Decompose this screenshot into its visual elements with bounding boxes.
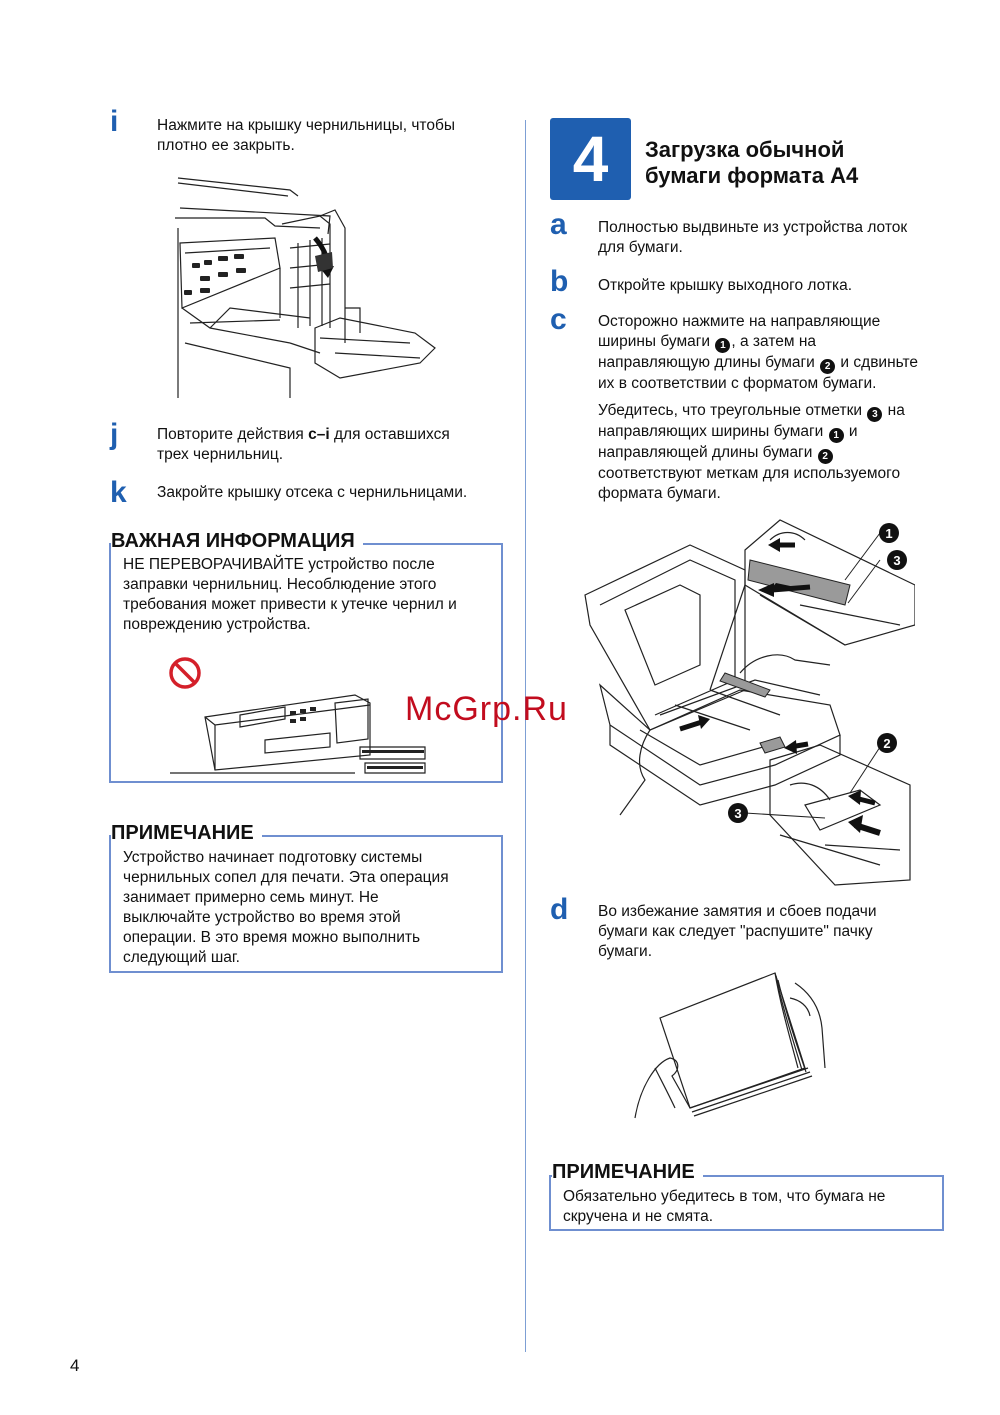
callout-1-icon: 1 — [715, 338, 730, 353]
step-letter-a: a — [550, 208, 567, 241]
section-heading-line2: бумаги формата A4 — [645, 163, 859, 188]
note-left-line-3: занимает примерно семь минут. Не — [123, 889, 379, 906]
step-a-line1: Полностью выдвиньте из устройства лоток — [598, 219, 908, 236]
paper-tray-illustration — [580, 515, 915, 890]
step-letter-j: j — [110, 418, 119, 451]
step-letter-b: b — [550, 265, 569, 298]
step-letter-d: d — [550, 893, 569, 926]
step-d-text — [598, 902, 876, 962]
step-c-p2-line2 — [598, 422, 918, 443]
important-title: ВАЖНАЯ ИНФОРМАЦИЯ — [111, 529, 363, 553]
tray-callout-3-bottom: 3 — [734, 806, 742, 821]
important-line-1: НЕ ПЕРЕВОРАЧИВАЙТЕ устройство после — [123, 556, 435, 573]
step-c-p1-line3-pre: направляющую длины бумаги — [598, 354, 820, 371]
important-line-3: требования может привести к утечке чернил и — [123, 596, 457, 613]
step-j-text-post: для оставшихся — [329, 426, 450, 443]
step-a-line2: для бумаги. — [598, 239, 683, 256]
step-c-p1-line2 — [598, 332, 918, 353]
note-title-right: ПРИМЕЧАНИЕ — [552, 1160, 703, 1184]
step-letter-c: c — [550, 303, 567, 336]
watermark: McGrp.Ru — [405, 690, 568, 728]
step-j-ref: c–i — [308, 426, 330, 443]
callout-3-icon: 3 — [867, 407, 882, 422]
note-right-line-2: скручена и не смята. — [563, 1208, 714, 1225]
step-a-text — [598, 218, 907, 258]
step-c-p2-line5: формата бумаги. — [598, 485, 721, 502]
step-letter-i: i — [110, 105, 119, 138]
page-number: 4 — [70, 1356, 80, 1375]
important-text — [123, 555, 457, 635]
ink-cover-illustration — [170, 168, 440, 408]
step-number-badge: 4 — [550, 118, 631, 200]
step-c-p2-line3 — [598, 443, 918, 464]
step-c-p1-line3 — [598, 353, 918, 374]
step-i-text — [157, 116, 455, 156]
step-c-p1-line2-pre: ширины бумаги — [598, 333, 715, 350]
step-c-p2-line1-pre: Убедитесь, что треугольные отметки — [598, 402, 867, 419]
step-i-line2: плотно ее закрыть. — [157, 137, 295, 154]
step-c-p1-line2-post: , а затем на — [731, 333, 817, 350]
step-b-text: Откройте крышку выходного лотка. — [598, 277, 853, 294]
step-c-p2-line4: соответствуют меткам для используемого — [598, 465, 901, 482]
important-line-2: заправки чернильниц. Несоблюдение этого — [123, 576, 437, 593]
note-text-left — [123, 848, 449, 968]
step-c-p2-line2-post: и — [844, 423, 858, 440]
tray-callout-3-top: 3 — [893, 553, 901, 568]
step-j-text-pre: Повторите действия — [157, 426, 309, 443]
step-c-p1-line4: их в соответствии с форматом бумаги. — [598, 375, 877, 392]
step-c-p2-line1-post: на — [883, 402, 905, 419]
note-right-line-1: Обязательно убедитесь в том, что бумага не — [563, 1188, 886, 1205]
section-heading — [645, 137, 858, 189]
note-left-line-1: Устройство начинает подготовку системы — [123, 849, 423, 866]
section-heading-line1: Загрузка обычной — [645, 137, 845, 162]
note-text-right — [563, 1187, 885, 1227]
important-line-4: повреждению устройства. — [123, 616, 311, 633]
callout-2-icon: 2 — [820, 359, 835, 374]
column-divider — [525, 120, 526, 1352]
step-k-text: Закройте крышку отсека с чернильницами. — [157, 484, 468, 501]
prohibit-icon — [171, 659, 199, 687]
note-left-line-2: чернильных сопел для печати. Эта операция — [123, 869, 449, 886]
step-letter-k: k — [110, 476, 127, 509]
tray-callout-1: 1 — [885, 526, 893, 541]
note-left-line-6: следующий шаг. — [123, 949, 240, 966]
step-c-p2-line2-pre: направляющих ширины бумаги — [598, 423, 828, 440]
step-d-line1: Во избежание замятия и сбоев подачи — [598, 903, 877, 920]
note-left-line-5: операции. В это время можно выполнить — [123, 929, 421, 946]
step-c-p2-line1 — [598, 401, 918, 422]
step-d-line2: бумаги как следует "распушите" пачку — [598, 923, 873, 940]
fan-paper-illustration — [630, 968, 830, 1128]
tray-callout-2: 2 — [883, 736, 891, 751]
note-left-line-4: выключайте устройство во время этой — [123, 909, 401, 926]
step-c-p2-line3-pre: направляющей длины бумаги — [598, 444, 817, 461]
do-not-tilt-illustration — [165, 655, 435, 780]
step-c-p1-line3-post: и сдвиньте — [836, 354, 919, 371]
step-c-text — [598, 312, 918, 504]
step-j-line2: трех чернильниц. — [157, 446, 284, 463]
callout-1-icon: 1 — [829, 428, 844, 443]
note-title-left: ПРИМЕЧАНИЕ — [111, 821, 262, 845]
step-j-line1 — [157, 425, 450, 445]
step-i-line1: Нажмите на крышку чернильницы, чтобы — [157, 117, 455, 134]
step-c-p1-line1: Осторожно нажмите на направляющие — [598, 313, 881, 330]
callout-2-icon: 2 — [818, 449, 833, 464]
step-d-line3: бумаги. — [598, 943, 653, 960]
step-j-text — [157, 425, 450, 465]
